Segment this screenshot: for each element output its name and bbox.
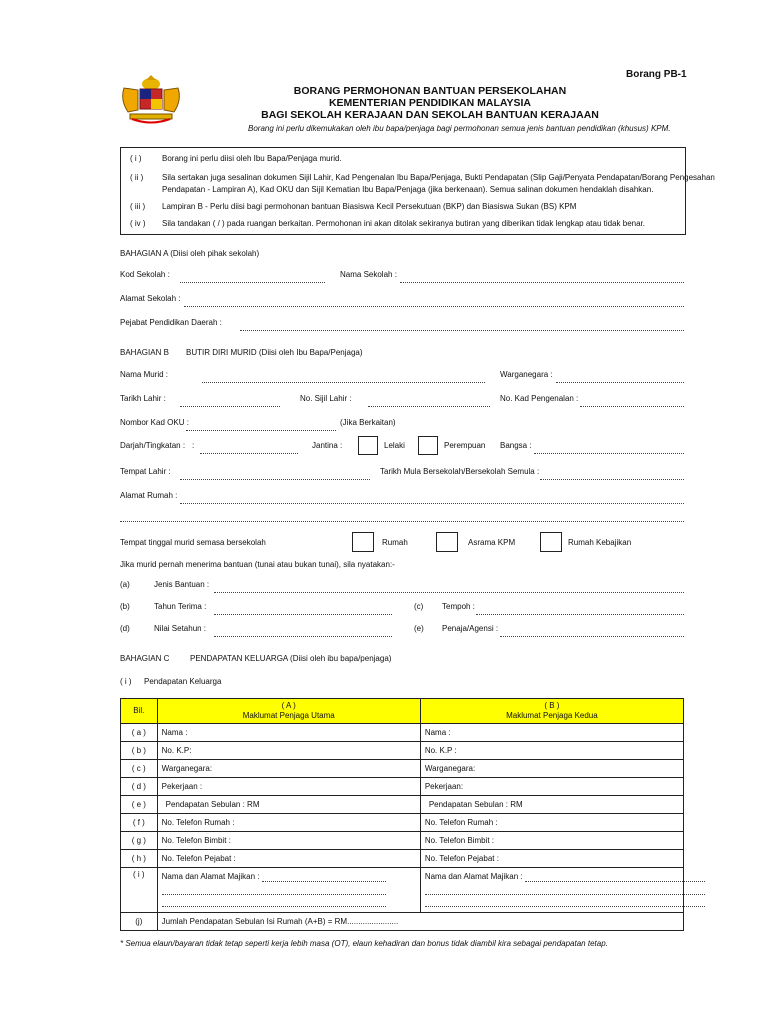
- tempat-lahir-field[interactable]: [180, 479, 370, 480]
- instruction-num: ( i ): [130, 154, 142, 163]
- cell-a[interactable]: Pendapatan Sebulan : RM: [157, 796, 420, 814]
- cell-a[interactable]: Warganegara:: [157, 760, 420, 778]
- section-c-desc: PENDAPATAN KELUARGA (Diisi oleh ibu bapa/penjaga): [190, 654, 392, 663]
- employer-a-label: Nama dan Alamat Majikan :: [161, 872, 260, 881]
- cell-a[interactable]: Nama :: [157, 724, 420, 742]
- col-bil-header: [121, 699, 158, 724]
- nama-murid-field[interactable]: [202, 382, 485, 383]
- cell-a-employer[interactable]: [157, 868, 420, 913]
- table-row: [121, 742, 684, 760]
- tempoh-field[interactable]: [476, 614, 684, 615]
- perempuan-checkbox[interactable]: [418, 436, 438, 455]
- instruction-text: Sila sertakan juga sesalinan dokumen Sijil Lahir, Kad Pengenalan Ibu Bapa/Penjaga, Bukti Pendapatan (Slip Gaji/Penyata Pendapatan/Borang Pengesahan: [162, 173, 715, 182]
- kad-oku-field[interactable]: [186, 430, 336, 431]
- col-bil: Bil.: [133, 706, 145, 715]
- darjah-colon: :: [192, 441, 195, 450]
- jenis-bantuan-field[interactable]: [214, 592, 684, 593]
- item-num: (e): [414, 624, 424, 633]
- ppd-field[interactable]: [240, 330, 684, 331]
- section-a-title: BAHAGIAN A (Diisi oleh pihak sekolah): [120, 249, 260, 258]
- warganegara-label: Warganegara :: [500, 370, 553, 379]
- alamat-rumah-field[interactable]: [180, 503, 684, 504]
- employer-b-line-2[interactable]: [425, 894, 705, 895]
- instruction-text: Borang ini perlu diisi oleh Ibu Bapa/Penjaga murid.: [162, 154, 342, 163]
- perempuan-label: Perempuan: [444, 441, 486, 450]
- tarikh-lahir-field[interactable]: [180, 406, 280, 407]
- table-row: [121, 796, 684, 814]
- darjah-label: Darjah/Tingkatan :: [120, 441, 186, 450]
- kad-pengenalan-field[interactable]: [580, 406, 684, 407]
- row-bil: ( e ): [121, 796, 158, 814]
- cell-b[interactable]: No. K.P :: [420, 742, 683, 760]
- jantina-label: Jantina :: [312, 441, 343, 450]
- section-c-sub-num: ( i ): [120, 677, 132, 686]
- cell-a[interactable]: No. Telefon Pejabat :: [157, 850, 420, 868]
- col-a-header: [157, 699, 420, 724]
- col-a-title: Maklumat Penjaga Utama: [242, 711, 335, 720]
- jenis-bantuan-label: Jenis Bantuan :: [154, 580, 210, 589]
- row-bil: ( b ): [121, 742, 158, 760]
- item-num: (d): [120, 624, 130, 633]
- rumah-kebajikan-checkbox[interactable]: [540, 532, 562, 552]
- employer-a-line-2[interactable]: [162, 894, 386, 895]
- row-bil: ( c ): [121, 760, 158, 778]
- rumah-checkbox[interactable]: [352, 532, 374, 552]
- instruction-text-cont: Pendapatan - Lampiran A), Kad OKU dan Sijil Kematian Ibu Bapa/Penjaga (jika berkenaan). Semua salinan dokumen hendaklah disahkan.: [162, 185, 654, 194]
- warganegara-field[interactable]: [556, 382, 684, 383]
- nama-murid-label: Nama Murid :: [120, 370, 169, 379]
- employer-b-line-3[interactable]: [425, 906, 705, 907]
- total-income[interactable]: Jumlah Pendapatan Sebulan Isi Rumah (A+B) = RM.......................: [157, 913, 683, 931]
- alamat-rumah-field-2[interactable]: [120, 521, 684, 522]
- rumah-label: Rumah: [382, 538, 408, 547]
- sijil-lahir-label: No. Sijil Lahir :: [300, 394, 352, 403]
- tarikh-mula-field[interactable]: [540, 479, 684, 480]
- tempat-lahir-label: Tempat Lahir :: [120, 467, 171, 476]
- instruction-num: ( iv ): [130, 219, 146, 228]
- alamat-sekolah-label: Alamat Sekolah :: [120, 294, 181, 303]
- tarikh-mula-label: Tarikh Mula Bersekolah/Bersekolah Semula :: [380, 467, 540, 476]
- item-num: (b): [120, 602, 130, 611]
- cell-b[interactable]: No. Telefon Rumah :: [420, 814, 683, 832]
- rumah-kebajikan-label: Rumah Kebajikan: [568, 538, 632, 547]
- table-row: [121, 760, 684, 778]
- col-a-code: ( A ): [281, 701, 296, 710]
- bangsa-label: Bangsa :: [500, 441, 532, 450]
- title-line-2: KEMENTERIAN PENDIDIKAN MALAYSIA: [328, 97, 532, 109]
- cell-b[interactable]: Warganegara:: [420, 760, 683, 778]
- asrama-checkbox[interactable]: [436, 532, 458, 552]
- nilai-setahun-field[interactable]: [214, 636, 392, 637]
- row-bil: ( a ): [121, 724, 158, 742]
- alamat-sekolah-field[interactable]: [184, 306, 684, 307]
- table-row: [121, 814, 684, 832]
- asrama-label: Asrama KPM: [468, 538, 516, 547]
- section-b-desc: BUTIR DIRI MURID (Diisi oleh Ibu Bapa/Penjaga): [186, 348, 363, 357]
- nama-sekolah-field[interactable]: [400, 282, 684, 283]
- title-line-3: BAGI SEKOLAH KERAJAAN DAN SEKOLAH BANTUAN KERAJAAN: [261, 109, 599, 121]
- instruction-num: ( iii ): [130, 202, 146, 211]
- employer-b-line-1[interactable]: [525, 881, 705, 882]
- section-b-title: BAHAGIAN B: [120, 348, 169, 357]
- kad-oku-label: Nombor Kad OKU :: [120, 418, 189, 427]
- form-code: Borang PB-1: [626, 69, 687, 80]
- cell-b[interactable]: No. Telefon Pejabat :: [420, 850, 683, 868]
- kod-sekolah-label: Kod Sekolah :: [120, 270, 170, 279]
- footnote: * Semua elaun/bayaran tidak tetap seperti kerja lebih masa (OT), elaun kehadiran dan bonus tidak diambil kira sebagai pendapatan tetap.: [120, 939, 608, 948]
- lelaki-label: Lelaki: [384, 441, 405, 450]
- kad-pengenalan-label: No. Kad Pengenalan :: [500, 394, 579, 403]
- cell-a[interactable]: No. K.P:: [157, 742, 420, 760]
- row-bil: ( g ): [121, 832, 158, 850]
- row-bil-label: ( i ): [133, 870, 145, 879]
- kod-sekolah-field[interactable]: [180, 282, 325, 283]
- tahun-terima-label: Tahun Terima :: [154, 602, 207, 611]
- employer-a-line-3[interactable]: [162, 906, 386, 907]
- subtitle: Borang ini perlu dikemukakan oleh ibu bapa/penjaga bagi permohonan semua jenis bantuan pendidikan (khusus) KPM.: [248, 124, 671, 133]
- alamat-rumah-label: Alamat Rumah :: [120, 491, 178, 500]
- row-bil: ( h ): [121, 850, 158, 868]
- ppd-label: Pejabat Pendidikan Daerah :: [120, 318, 222, 327]
- tempat-tinggal-label: Tempat tinggal murid semasa bersekolah: [120, 538, 266, 547]
- cell-a[interactable]: No. Telefon Bimbit :: [157, 832, 420, 850]
- income-table: [120, 698, 684, 931]
- table-row: [121, 832, 684, 850]
- sijil-lahir-field[interactable]: [368, 406, 490, 407]
- section-c-title: BAHAGIAN C: [120, 654, 170, 663]
- cell-b-employer[interactable]: [420, 868, 683, 913]
- row-bil: ( d ): [121, 778, 158, 796]
- cell-b[interactable]: Pekerjaan:: [420, 778, 683, 796]
- table-row-employer: [121, 868, 684, 913]
- col-b-title: Maklumat Penjaga Kedua: [506, 711, 598, 720]
- instruction-num: ( ii ): [130, 173, 144, 182]
- instruction-text: Sila tandakan ( / ) pada ruangan berkaitan. Permohonan ini akan ditolak sekiranya butiran yang diberikan tidak lengkap atau tidak benar.: [162, 219, 645, 228]
- row-bil: ( f ): [121, 814, 158, 832]
- cell-b[interactable]: Pendapatan Sebulan : RM: [420, 796, 683, 814]
- table-row: [121, 778, 684, 796]
- bangsa-field[interactable]: [534, 453, 684, 454]
- penaja-label: Penaja/Agensi :: [442, 624, 499, 633]
- row-bil: [121, 868, 158, 913]
- cell-b[interactable]: Nama :: [420, 724, 683, 742]
- penaja-field[interactable]: [500, 636, 684, 637]
- tempoh-label: Tempoh :: [442, 602, 475, 611]
- cell-a[interactable]: No. Telefon Rumah :: [157, 814, 420, 832]
- table-header-row: [121, 699, 684, 724]
- col-b-header: [420, 699, 683, 724]
- item-num: (c): [414, 602, 424, 611]
- tarikh-lahir-label: Tarikh Lahir :: [120, 394, 166, 403]
- section-c-sub-label: Pendapatan Keluarga: [144, 677, 222, 686]
- nilai-setahun-label: Nilai Setahun :: [154, 624, 207, 633]
- employer-a-line-1[interactable]: [262, 881, 386, 882]
- nama-sekolah-label: Nama Sekolah :: [340, 270, 397, 279]
- jika-berkaitan: (Jika Berkaitan): [340, 418, 396, 427]
- tahun-terima-field[interactable]: [214, 614, 392, 615]
- item-num: (a): [120, 580, 130, 589]
- table-total-row: [121, 913, 684, 931]
- lelaki-checkbox[interactable]: [358, 436, 378, 455]
- darjah-field[interactable]: [200, 453, 298, 454]
- instruction-text: Lampiran B - Perlu diisi bagi permohonan bantuan Biasiswa Kecil Persekutuan (BKP) dan Biasiswa Sukan (BS) KPM: [162, 202, 577, 211]
- col-b-code: ( B ): [544, 701, 560, 710]
- title-line-1: BORANG PERMOHONAN BANTUAN PERSEKOLAHAN: [293, 85, 567, 97]
- table-row: [121, 850, 684, 868]
- total-bil: (j): [121, 913, 158, 931]
- cell-a[interactable]: Pekerjaan :: [157, 778, 420, 796]
- table-row: [121, 724, 684, 742]
- employer-b-label: Nama dan Alamat Majikan :: [424, 872, 523, 881]
- cell-b[interactable]: No. Telefon Bimbit :: [420, 832, 683, 850]
- pernah-terima-label: Jika murid pernah menerima bantuan (tunai atau bukan tunai), sila nyatakan:-: [120, 560, 395, 569]
